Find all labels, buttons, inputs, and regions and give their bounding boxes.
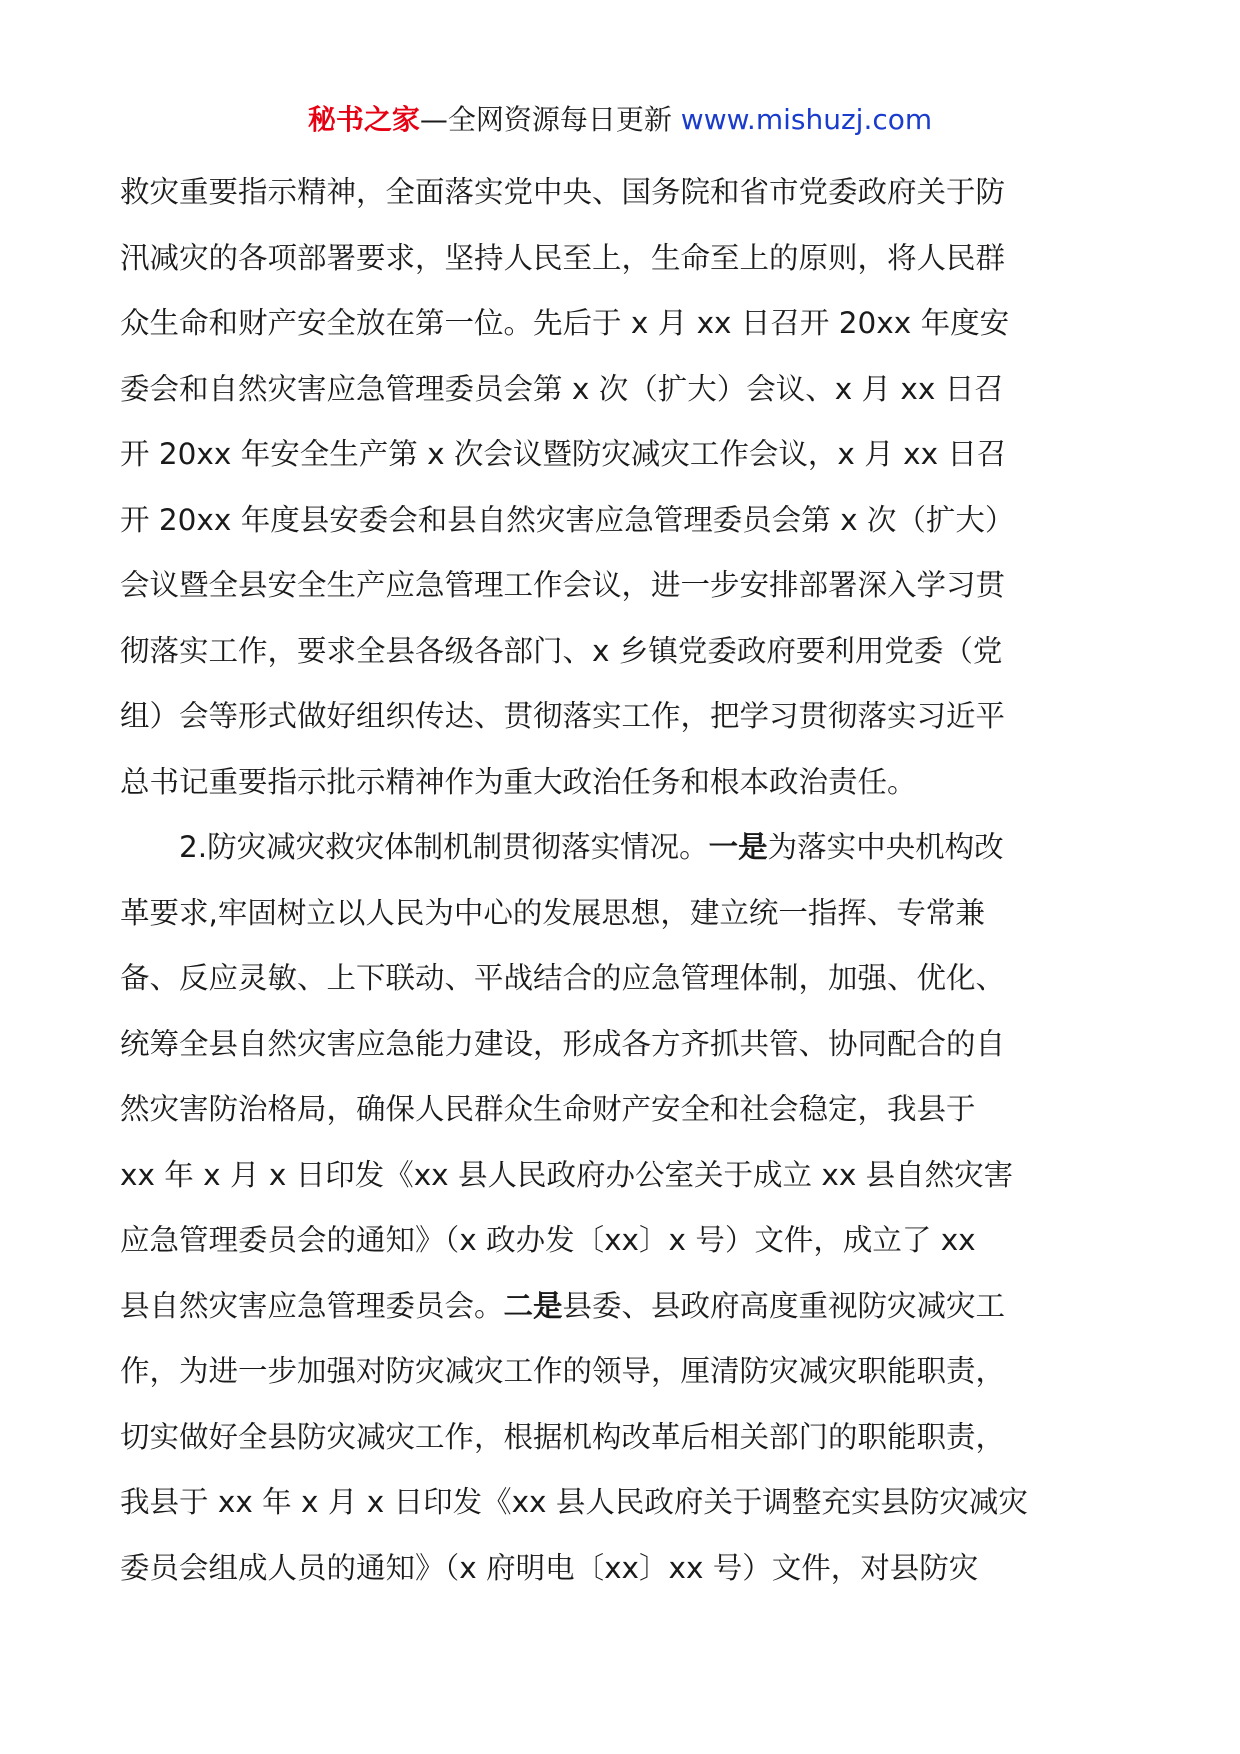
text-line: 汛减灾的各项部署要求，坚持人民至上，生命至上的原则，将人民群: [120, 240, 1006, 275]
point-marker-one: 一是: [708, 830, 768, 864]
text-line: 总书记重要指示批示精神作为重大政治任务和根本政治责任。: [120, 764, 917, 799]
text-segment: 县自然灾害应急管理委员会。: [120, 1288, 504, 1323]
website-link[interactable]: www.mishuzj.com: [680, 103, 933, 136]
text-line: xx 年 x 月 x 日印发《xx 县人民政府办公室关于成立 xx 县自然灾害: [120, 1157, 1014, 1192]
brand-name: 秘书之家: [307, 103, 420, 136]
text-line: 会议暨全县安全生产应急管理工作会议，进一步安排部署深入学习贯: [120, 568, 1006, 602]
text-segment: 为落实中央机构改: [767, 830, 1004, 864]
text-line: 然灾害防治格局，确保人民群众生命财产安全和社会稳定，我县于: [120, 1092, 976, 1126]
text-line: 委会和自然灾害应急管理委员会第 x 次（扩大）会议、x 月 xx 日召: [120, 371, 1004, 406]
text-line: 应急管理委员会的通知》（x 政办发〔xx〕x 号）文件，成立了 xx: [120, 1223, 976, 1257]
text-line: 委员会组成人员的通知》（x 府明电〔xx〕xx 号）文件，对县防灾: [120, 1550, 979, 1585]
page-header: [0, 100, 1240, 140]
text-segment: 县委、县政府高度重视防灾减灾工: [562, 1288, 1006, 1323]
text-line: [120, 1274, 1120, 1340]
text-line: 革要求,牢固树立以人民为中心的发展思想，建立统一指挥、专常兼: [120, 895, 985, 930]
header-tagline: —全网资源每日更新: [419, 103, 672, 136]
text-line: 彻落实工作，要求全县各级各部门、x 乡镇党委政府要利用党委（党: [120, 633, 1003, 668]
text-line: 众生命和财产安全放在第一位。先后于 x 月 xx 日召开 20xx 年度安: [120, 306, 1010, 340]
point-marker-two: 二是: [503, 1288, 563, 1323]
section-heading: 2.防灾减灾救灾体制机制贯彻落实情况。: [179, 830, 709, 864]
text-line: 开 20xx 年度县安委会和县自然灾害应急管理委员会第 x 次（扩大）: [120, 502, 1015, 537]
text-line: 统筹全县自然灾害应急能力建设，形成各方齐抓共管、协同配合的自: [120, 1026, 1006, 1061]
document-body: [120, 160, 1120, 1601]
text-line: 备、反应灵敏、上下联动、平战结合的应急管理体制，加强、优化、: [120, 961, 1006, 995]
text-line: 切实做好全县防灾减灾工作，根据机构改革后相关部门的职能职责，: [120, 1419, 1006, 1454]
section-heading-line: [120, 815, 1120, 881]
text-line: 作，为进一步加强对防灾减灾工作的领导，厘清防灾减灾职能职责，: [120, 1354, 1006, 1388]
text-line: 开 20xx 年安全生产第 x 次会议暨防灾减灾工作会议，x 月 xx 日召: [120, 437, 1007, 471]
text-line: 救灾重要指示精神，全面落实党中央、国务院和省市党委政府关于防: [120, 175, 1006, 209]
text-line: 组）会等形式做好组织传达、贯彻落实工作，把学习贯彻落实习近平: [120, 699, 1006, 733]
text-line: 我县于 xx 年 x 月 x 日印发《xx 县人民政府关于调整充实县防灾减灾: [120, 1485, 1028, 1519]
